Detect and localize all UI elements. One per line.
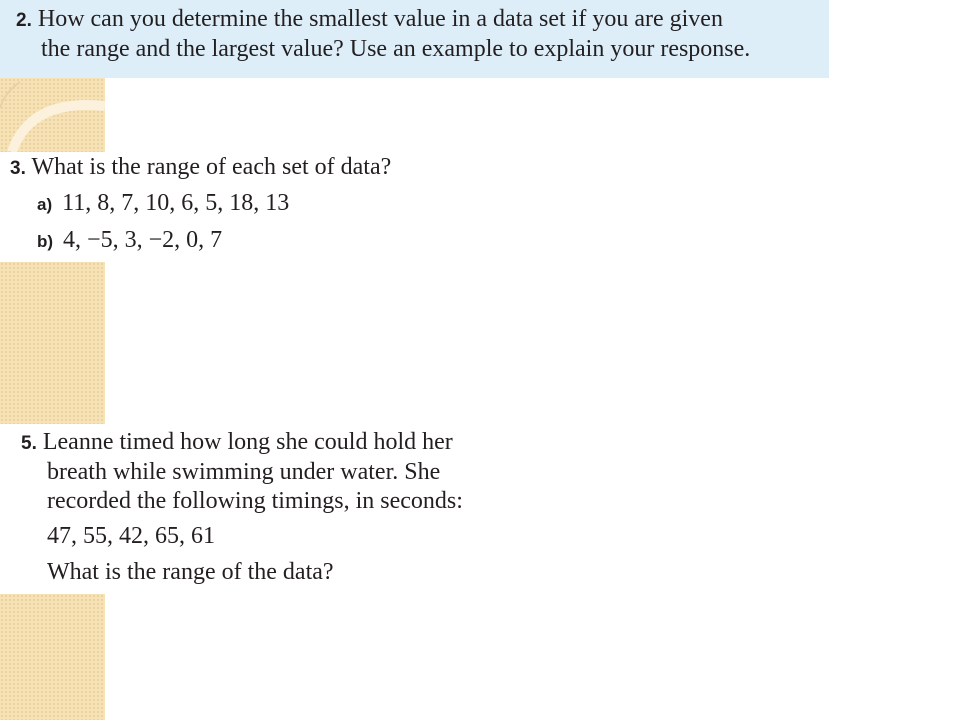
- question-5-ask: What is the range of the data?: [47, 559, 334, 585]
- part-label: a): [37, 195, 53, 214]
- question-number: 2.: [16, 10, 32, 31]
- part-values: 4, −5, 3, −2, 0, 7: [63, 227, 223, 253]
- question-3-part-b: [37, 227, 222, 254]
- part-values: 11, 8, 7, 10, 6, 5, 18, 13: [62, 190, 290, 216]
- question-5-line-2: breath while swimming under water. She: [47, 459, 441, 485]
- margin-arc-decoration: [0, 78, 105, 152]
- question-number: 5.: [21, 433, 37, 454]
- part-label: b): [37, 232, 54, 251]
- question-2: [16, 5, 821, 64]
- margin-decoration: [0, 262, 105, 424]
- question-5-line-3: recorded the following timings, in seconds:: [47, 488, 463, 514]
- question-2-line-2: the range and the largest value? Use an example to explain your response.: [41, 36, 751, 62]
- margin-decoration: [0, 594, 105, 720]
- question-5: [21, 428, 541, 587]
- question-number: 3.: [10, 158, 26, 179]
- question-3-text: What is the range of each set of data?: [31, 154, 392, 180]
- question-5-data: 47, 55, 42, 65, 61: [47, 523, 215, 549]
- question-2-line-1: How can you determine the smallest value in a data set if you are given: [37, 6, 723, 32]
- question-5-line-1-text: Leanne timed how long she could hold her: [42, 429, 453, 455]
- question-5-line-1: [21, 428, 541, 458]
- question-3-part-a: [37, 190, 289, 217]
- question-3: [10, 153, 391, 183]
